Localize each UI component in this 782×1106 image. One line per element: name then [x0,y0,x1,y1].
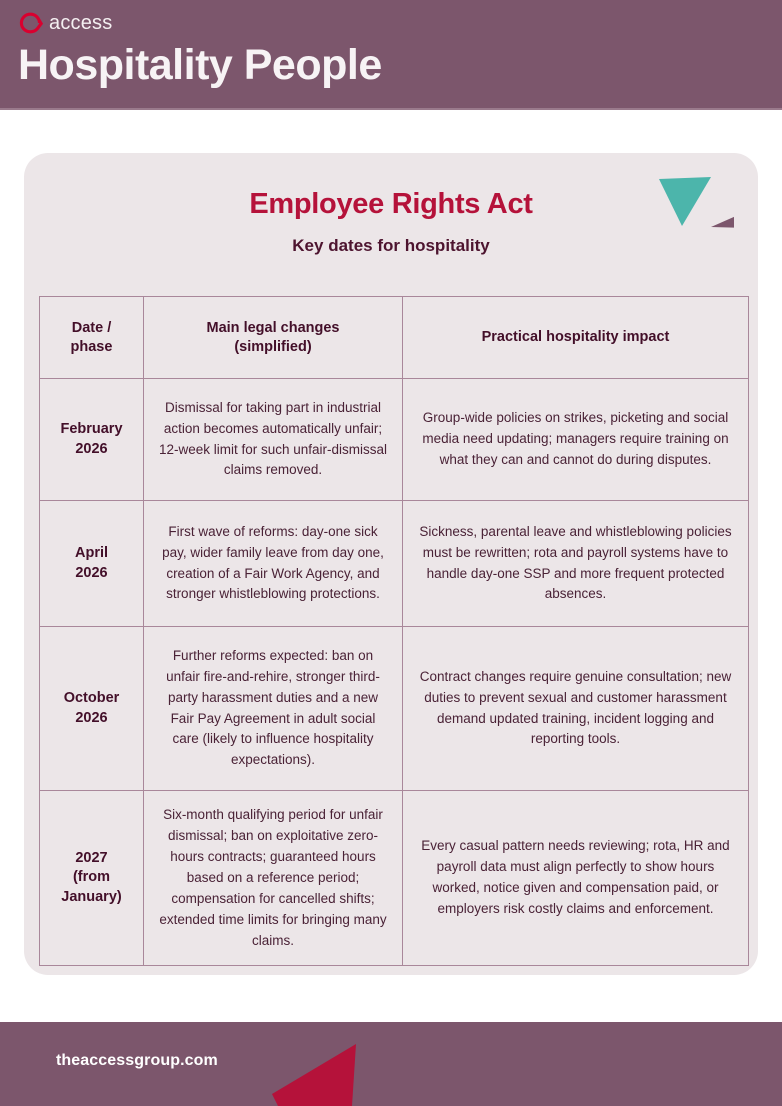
cell-date-line1: April [74,544,109,561]
access-circle-logo-icon [18,10,44,36]
cell-legal-changes: Six-month qualifying period for unfair dismissal; ban on exploitative zero-hours contracts; guaranteed hours based on a reference period; compensation for cancelled shifts; extended time limits for bringing many claims. [144,791,403,966]
cell-date-line1: October [63,689,120,706]
column-header-hospitality-impact: Practical hospitality impact [403,297,749,379]
brand-logo [18,10,112,36]
key-dates-table [39,296,749,966]
cell-date-line1: 2027 [75,849,108,866]
cell-hospitality-impact: Contract changes require genuine consultation; new duties to prevent sexual and customer harassment demand updated training, incident logging and reporting tools. [403,627,749,791]
purple-wedge-triangle-icon [711,212,734,228]
column-header-legal-changes [144,297,403,379]
content-card [24,153,758,975]
page-footer-band [0,1022,782,1106]
footer-decorative-shape [250,1022,550,1106]
cell-date-line2: 2026 [75,440,108,457]
column-header-date-phase-line1: Date / [71,319,112,336]
cell-hospitality-impact: Every casual pattern needs reviewing; rota, HR and payroll data must align perfectly to show hours worked, notice given and compensation paid, or employers risk costly claims and enforcement. [403,791,749,966]
column-header-date-phase [40,297,144,379]
table-row [40,501,749,627]
table-row [40,379,749,501]
footer-website-link[interactable]: theaccessgroup.com [56,1052,218,1069]
cell-date-line3: January) [61,889,122,905]
cell-date-line2: 2026 [75,709,108,726]
cell-date-phase [40,791,144,966]
cell-hospitality-impact: Group-wide policies on strikes, picketing and social media need updating; managers require training on what they can and cannot do during disputes. [403,379,749,501]
cell-legal-changes: First wave of reforms: day-one sick pay, wider family leave from day one, creation of a Fair Work Agency, and stronger whistleblowing protections. [144,501,403,627]
page-header-band [0,0,782,110]
cell-legal-changes: Dismissal for taking part in industrial action becomes automatically unfair; 12-week limit for such unfair-dismissal claims removed. [144,379,403,501]
cell-legal-changes: Further reforms expected: ban on unfair fire-and-rehire, stronger third-party harassment duties and a new Fair Pay Agreement in adult social care (likely to influence hospitality expectations). [144,627,403,791]
crimson-arrow-shape-icon [272,1044,356,1106]
cell-date-line1: February [60,420,123,437]
cell-date-line2: 2026 [75,564,108,581]
brand-logo-wordmark: access [49,12,113,34]
card-subtitle: Key dates for hospitality [292,236,490,255]
column-header-legal-changes-line1: Main legal changes [206,319,340,336]
column-header-date-phase-line2: phase [70,338,113,355]
cell-date-phase [40,379,144,501]
table-row [40,791,749,966]
decorative-triangles [654,171,734,233]
page-title: Hospitality People [18,41,382,89]
table-row [40,627,749,791]
cell-date-phase [40,501,144,627]
cell-date-line2: (from [72,869,111,886]
cell-date-phase [40,627,144,791]
column-header-legal-changes-line2: (simplified) [234,338,312,355]
cell-hospitality-impact: Sickness, parental leave and whistleblowing policies must be rewritten; rota and payroll systems have to handle day-one SSP and more frequent protected absences. [403,501,749,627]
teal-down-triangle-icon [659,177,711,226]
table-header-row [40,297,749,379]
card-title: Employee Rights Act [249,188,533,220]
